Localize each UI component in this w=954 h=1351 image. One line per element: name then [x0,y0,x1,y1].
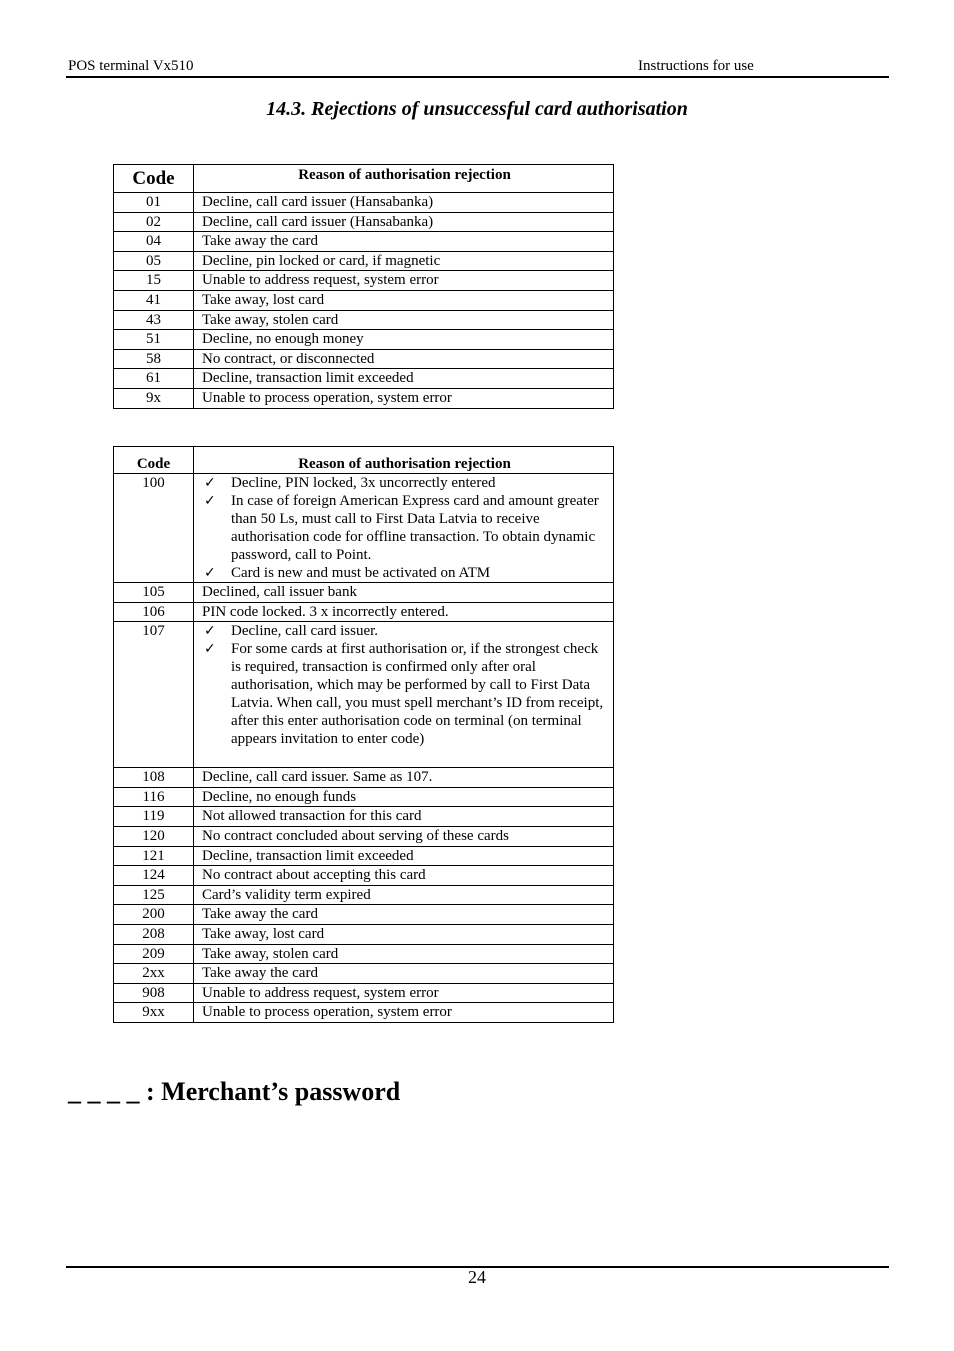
code-cell: 121 [114,846,194,866]
check-icon: ✓ [204,641,216,658]
reason-cell: Take away, lost card [194,290,614,310]
checklist-item [202,622,607,640]
table-row [114,232,614,252]
table-row [114,964,614,984]
code-cell: 107 [114,622,194,768]
code-cell: 200 [114,905,194,925]
table-row [114,330,614,350]
table-row [114,787,614,807]
code-cell: 116 [114,787,194,807]
code-cell: 02 [114,212,194,232]
table-2-body [114,768,614,1023]
checklist-item [202,474,607,492]
rejection-codes-table-1 [113,164,614,409]
reason-cell: Unable to process operation, system error [194,1003,614,1023]
table-row [114,885,614,905]
table-row [114,944,614,964]
reason-cell: Unable to process operation, system error [194,388,614,408]
code-cell: 04 [114,232,194,252]
page-number: 24 [468,1267,486,1287]
table-row [114,290,614,310]
reason-cell: Take away the card [194,905,614,925]
checklist-item-text: Decline, call card issuer. [231,623,379,640]
code-cell: 9xx [114,1003,194,1023]
reason-cell: Take away the card [194,964,614,984]
table-row [114,193,614,213]
table-row [114,271,614,291]
table-row [114,905,614,925]
reason-checklist [202,474,607,582]
rejection-codes-table-2 [113,446,614,1023]
check-icon: ✓ [204,565,216,581]
code-cell: 105 [114,583,194,603]
reason-cell: No contract, or disconnected [194,349,614,369]
code-cell: 119 [114,807,194,827]
table-row [114,602,614,622]
code-cell: 908 [114,983,194,1003]
reason-cell: Declined, call issuer bank [194,583,614,603]
code-cell: 120 [114,826,194,846]
table-row [114,474,614,583]
reason-cell: No contract about accepting this card [194,866,614,886]
reason-checklist [202,622,607,748]
code-cell: 108 [114,768,194,788]
table-row [114,310,614,330]
checklist-item [202,492,607,564]
reason-cell: Decline, pin locked or card, if magnetic [194,251,614,271]
header-divider [66,76,889,78]
reason-cell: Not allowed transaction for this card [194,807,614,827]
reason-cell: PIN code locked. 3 x incorrectly entered. [194,602,614,622]
checklist-item-text: In case of foreign American Express card and amount greater than 50 Ls, must call to First Data Latvia to receive authorisation code for offline transaction. To obtain dynamic password, call to Point. [231,493,599,563]
checklist-item [202,564,607,582]
reason-cell: Decline, call card issuer (Hansabanka) [194,212,614,232]
checklist-item-text: Decline, PIN locked, 3x uncorrectly entered [231,475,496,491]
code-cell: 209 [114,944,194,964]
column-header-reason: Reason of authorisation rejection [194,447,614,474]
reason-cell: Card’s validity term expired [194,885,614,905]
code-cell: 01 [114,193,194,213]
reason-cell: Take away, lost card [194,924,614,944]
reason-cell: Decline, call card issuer (Hansabanka) [194,193,614,213]
reason-cell: Decline, no enough money [194,330,614,350]
code-cell: 58 [114,349,194,369]
code-cell: 61 [114,369,194,389]
checklist-item-text: Card is new and must be activated on ATM [231,565,491,581]
table-row [114,826,614,846]
reason-cell: Take away, stolen card [194,944,614,964]
table-row [114,1003,614,1023]
check-icon: ✓ [204,623,216,640]
reason-cell: Take away the card [194,232,614,252]
column-header-code: Code [114,165,194,193]
table-row [114,807,614,827]
code-cell: 05 [114,251,194,271]
code-cell: 15 [114,271,194,291]
table-row [114,583,614,603]
table-row [114,212,614,232]
table-row [114,768,614,788]
code-cell: 106 [114,602,194,622]
reason-cell: Decline, call card issuer. Same as 107. [194,768,614,788]
column-header-reason: Reason of authorisation rejection [194,165,614,193]
merchant-password-line: _ _ _ _ : Merchant’s password [68,1077,401,1106]
section-title: 14.3. Rejections of unsuccessful card authorisation [266,98,688,120]
table-row [114,983,614,1003]
check-icon: ✓ [204,475,216,491]
header-document-title: POS terminal Vx510 [68,58,194,74]
header-document-type: Instructions for use [638,58,754,74]
check-icon: ✓ [204,493,216,509]
reason-cell: Unable to address request, system error [194,983,614,1003]
table-row [114,866,614,886]
table-row [114,388,614,408]
checklist-item-text: For some cards at first authorisation or, if the strongest check is required, transaction is confirmed only after oral authorisation, which may be performed by call to First Data Latvia. When call, you must spell merchant’s ID from receipt, after this enter authorisation code on terminal (on terminal appears invitation to enter code) [231,641,604,748]
reason-cell: Take away, stolen card [194,310,614,330]
code-cell: 9x [114,388,194,408]
reason-cell: No contract concluded about serving of these cards [194,826,614,846]
code-cell: 125 [114,885,194,905]
table-row [114,349,614,369]
reason-cell: Unable to address request, system error [194,271,614,291]
code-cell: 124 [114,866,194,886]
code-cell: 51 [114,330,194,350]
reason-cell [194,474,614,583]
code-cell: 2xx [114,964,194,984]
code-cell: 100 [114,474,194,583]
table-1-body [114,193,614,409]
reason-cell: Decline, no enough funds [194,787,614,807]
reason-cell: Decline, transaction limit exceeded [194,846,614,866]
code-cell: 208 [114,924,194,944]
table-row [114,846,614,866]
checklist-item [202,640,607,748]
code-cell: 41 [114,290,194,310]
column-header-code: Code [114,447,194,474]
table-row [114,369,614,389]
table-row [114,622,614,768]
table-row [114,251,614,271]
reason-cell: Decline, transaction limit exceeded [194,369,614,389]
code-cell: 43 [114,310,194,330]
reason-cell [194,622,614,768]
table-row [114,924,614,944]
